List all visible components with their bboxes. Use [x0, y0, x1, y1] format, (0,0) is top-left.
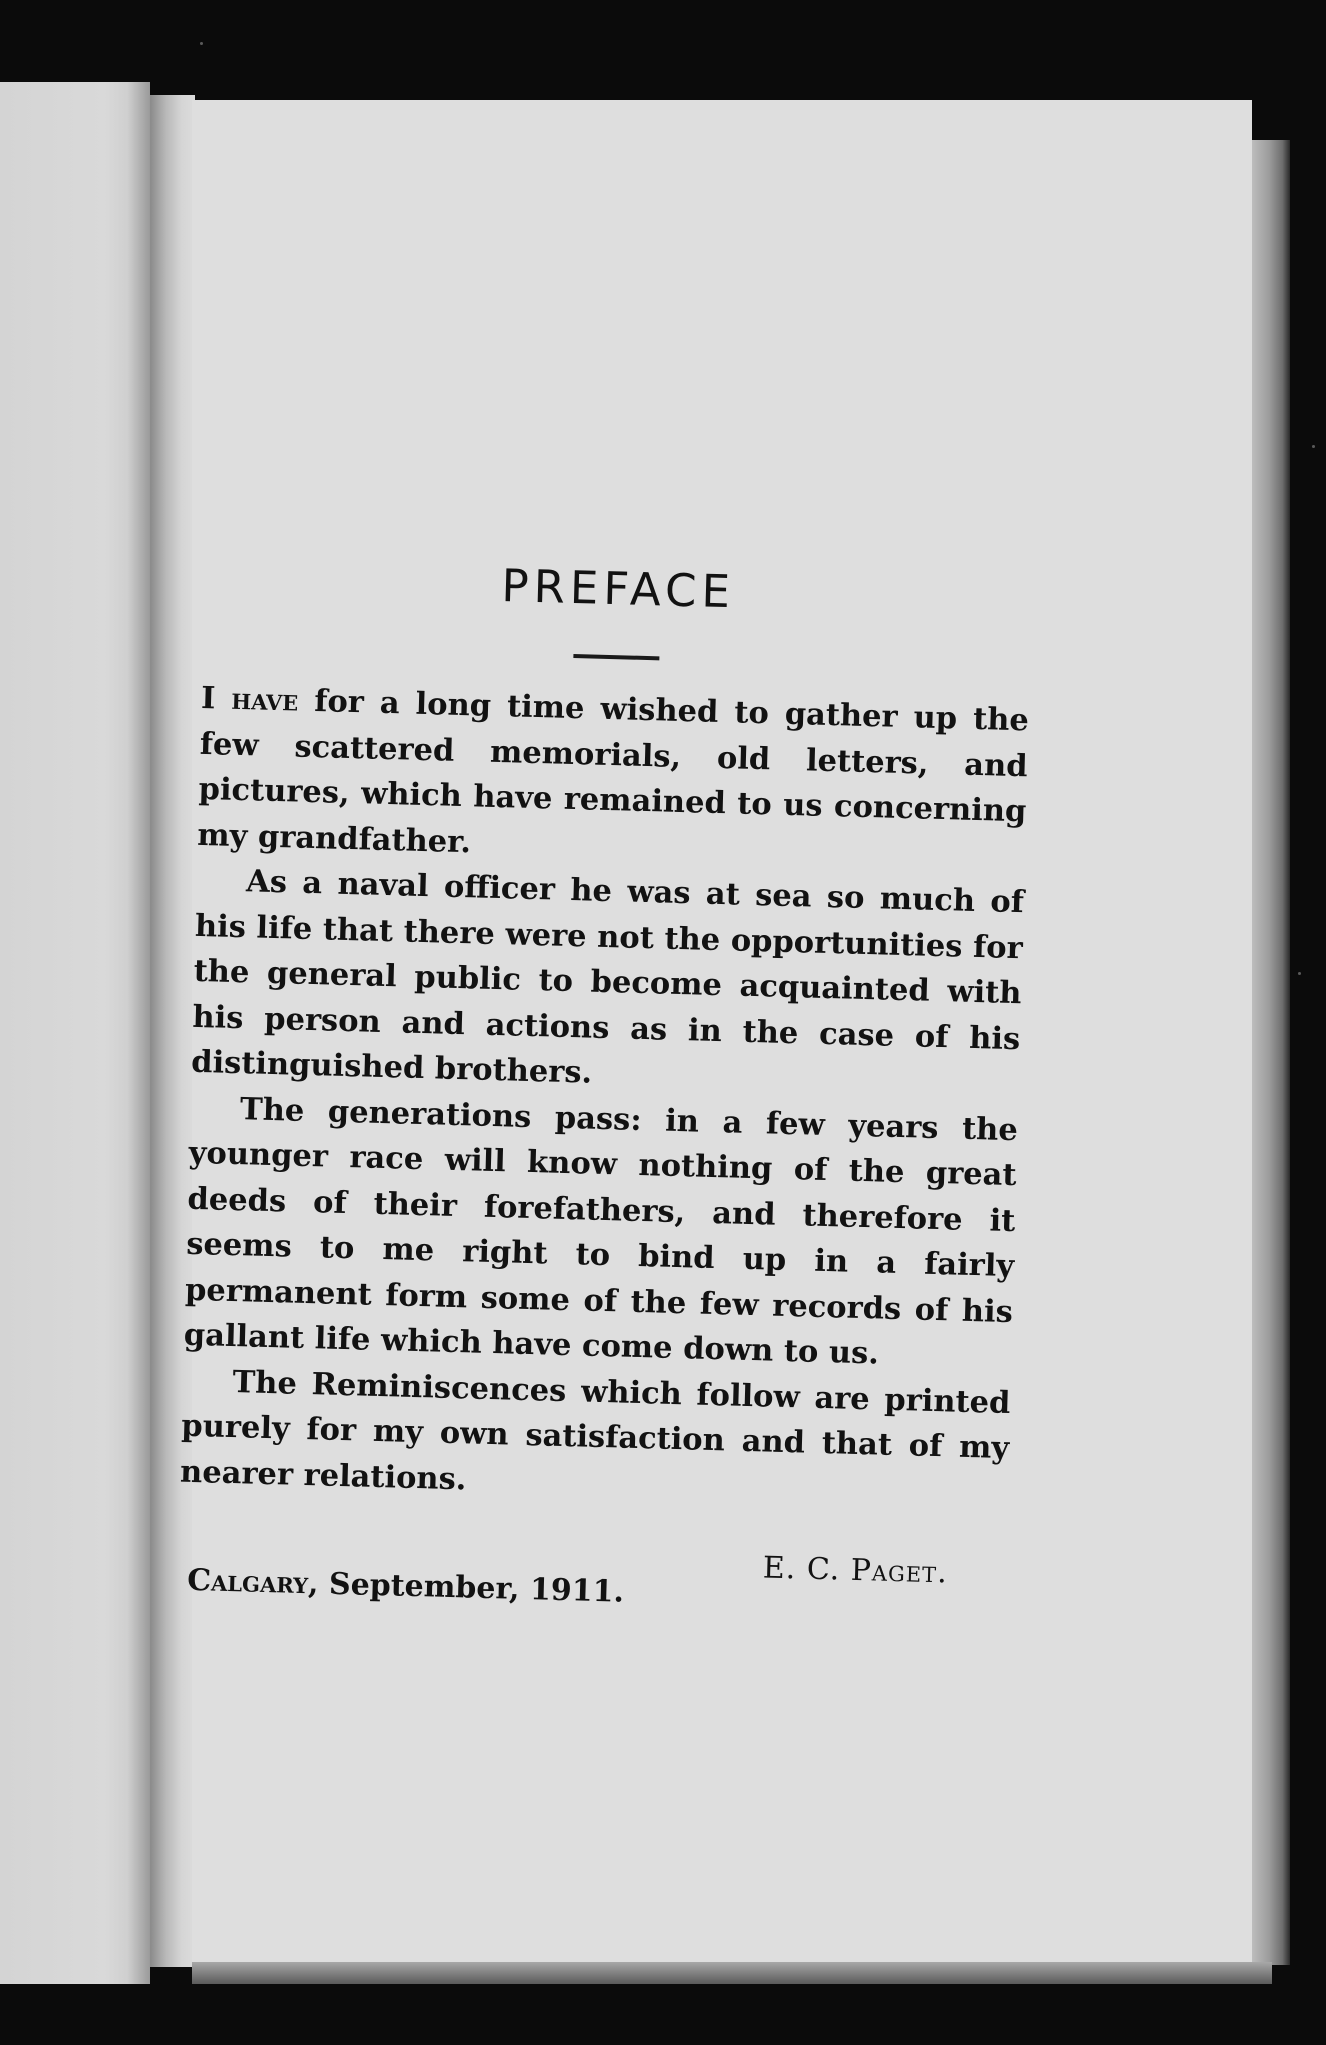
author-signature: E. C. Paget.: [762, 1550, 949, 1591]
preface-content: [176, 555, 1033, 1647]
dust-speck: [200, 42, 203, 45]
place: Calgary: [186, 1562, 309, 1602]
title-rule: [573, 654, 659, 660]
page-bottom-edge: [192, 1962, 1272, 1984]
paragraph-text: for a long time wished to gather up the few scattered memorials, old letters, and pictures, which have remained to us concerning my grandfather.: [196, 682, 1030, 860]
page-title: PREFACE: [500, 559, 736, 619]
book-gutter: [150, 95, 195, 1967]
date: , September, 1911.: [307, 1566, 625, 1610]
paragraph-2: As a naval officer he was at sea so much of his life that there were not the opportunities for the general public to become acquainted with his person and actions as in the case of his distinguished brothers.: [190, 863, 1025, 1091]
dust-speck: [1312, 445, 1315, 448]
paragraph-4: The Reminiscences which follow are printed purely for my own satisfaction and that of my nearer relations.: [179, 1363, 1011, 1497]
place-and-date: [187, 1563, 625, 1610]
paragraph-lead: I have: [200, 679, 299, 719]
dust-speck: [1298, 972, 1301, 975]
facing-page: [0, 82, 150, 1984]
paragraph-1: [197, 676, 1030, 880]
paragraph-3: The generations pass: in a few years the younger race will know nothing of the great deeds of their forefathers, and therefore it seems to me right to bind up in a fairly permanent form some of the few records of his gallant life which have come down to us.: [183, 1090, 1019, 1372]
page-stack-edge: [1252, 140, 1290, 1965]
